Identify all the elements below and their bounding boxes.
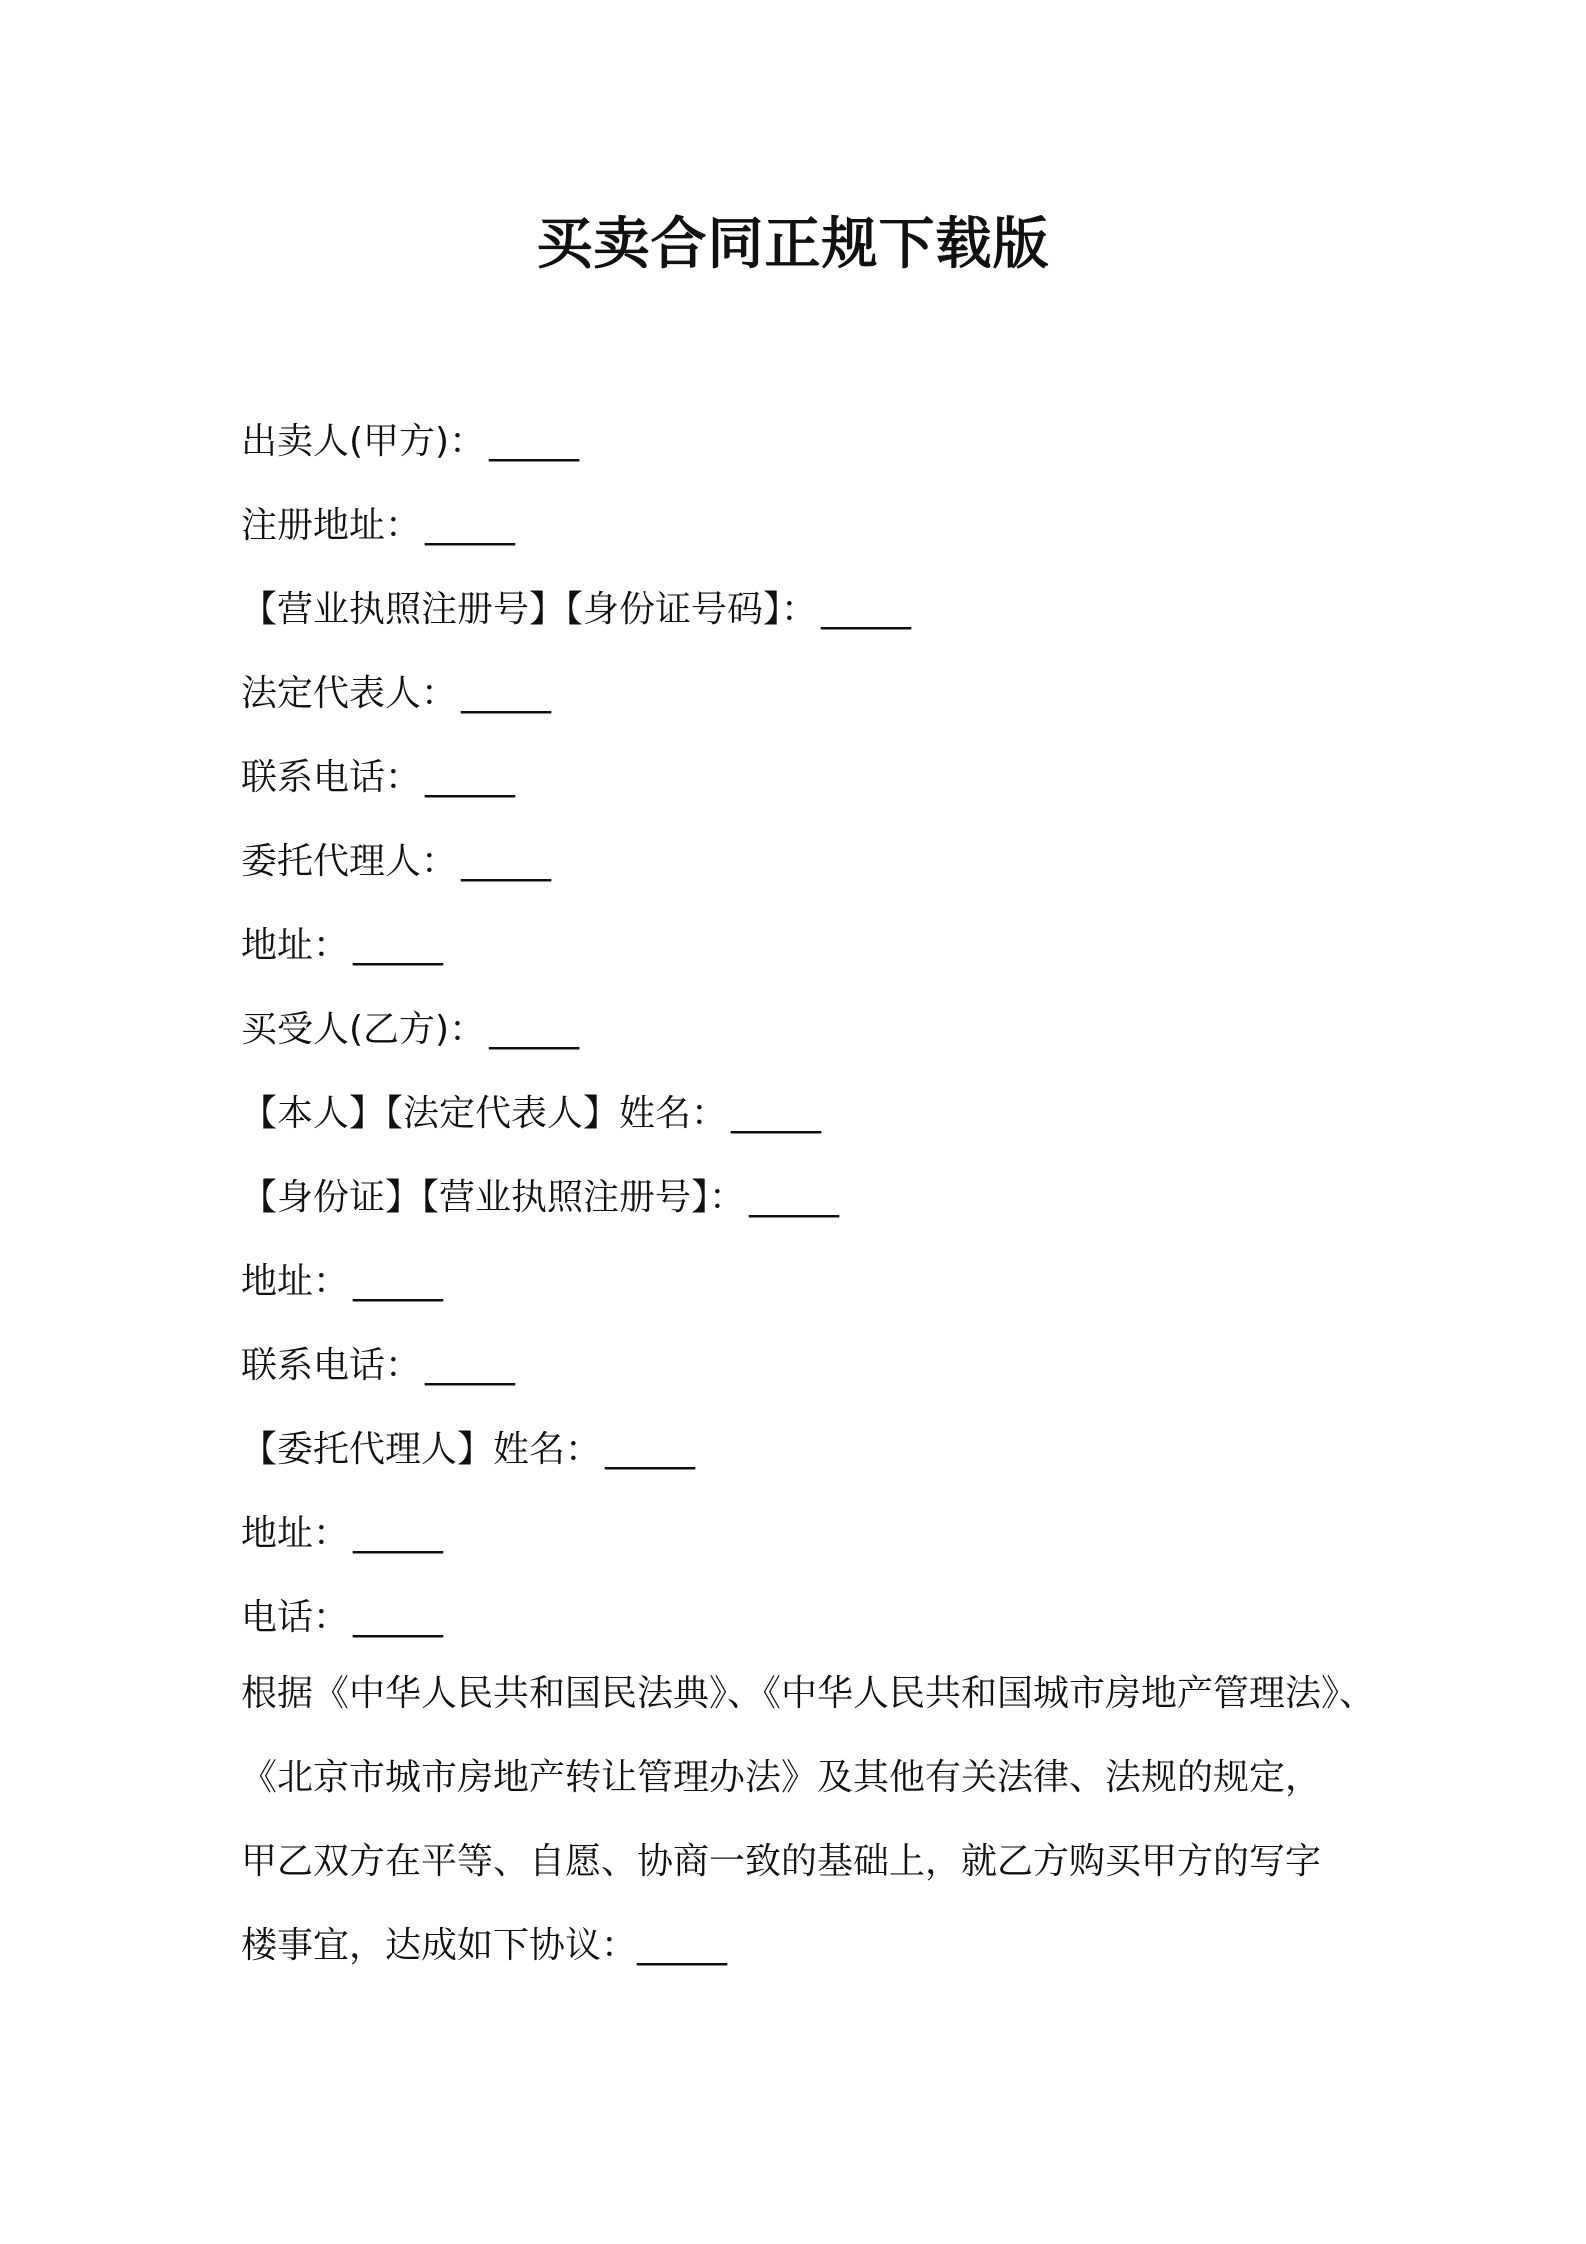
field-label: 法定代表人： <box>241 673 458 714</box>
field-label: 联系电话： <box>241 1345 422 1386</box>
field-blank: _____ <box>425 1345 516 1386</box>
field-label: 地址： <box>241 1261 350 1302</box>
field-label: 出卖人(甲方)： <box>241 421 486 462</box>
field-blank: _____ <box>353 1261 444 1302</box>
field-seller-agent-address <box>241 904 1381 988</box>
field-seller-agent <box>241 820 1381 904</box>
field-label: 【营业执照注册号】【身份证号码】： <box>241 589 818 630</box>
field-buyer-id <box>241 1156 1381 1240</box>
field-blank: _____ <box>749 1177 840 1218</box>
field-blank: _____ <box>489 1009 580 1050</box>
field-blank: _____ <box>353 1513 444 1554</box>
field-label: 【委托代理人】姓名： <box>241 1429 602 1470</box>
field-buyer-phone <box>241 1324 1381 1408</box>
field-label: 地址： <box>241 1513 350 1554</box>
field-buyer-name <box>241 1072 1381 1156</box>
field-blank: _____ <box>605 1429 696 1470</box>
paragraph-line: 《北京市城市房地产转让管理办法》及其他有关法律、法规的规定， <box>241 1757 1322 1798</box>
field-buyer-address <box>241 1240 1381 1324</box>
field-blank: _____ <box>425 505 516 546</box>
field-blank: _____ <box>425 757 516 798</box>
field-blank: _____ <box>461 673 552 714</box>
field-registered-address <box>241 484 1381 568</box>
field-label: 电话： <box>241 1597 350 1638</box>
field-blank: _____ <box>821 589 912 630</box>
field-blank: _____ <box>353 1597 444 1638</box>
field-label: 委托代理人： <box>241 841 458 882</box>
paragraph-line: 根据《中华人民共和国民法典》、《中华人民共和国城市房地产管理法》、 <box>241 1673 1376 1714</box>
field-license-id-number <box>241 568 1381 652</box>
field-buyer <box>241 988 1381 1072</box>
field-label: 【身份证】【营业执照注册号】： <box>241 1177 746 1218</box>
field-buyer-agent-name <box>241 1408 1381 1492</box>
agreement-paragraph <box>241 1652 1381 1988</box>
field-label: 联系电话： <box>241 757 422 798</box>
field-buyer-agent-address <box>241 1492 1381 1576</box>
field-blank: _____ <box>353 925 444 966</box>
field-legal-representative <box>241 652 1381 736</box>
party-fields <box>241 400 1381 1660</box>
field-blank: _____ <box>731 1093 822 1134</box>
field-blank: _____ <box>489 421 580 462</box>
field-buyer-agent-phone <box>241 1576 1381 1660</box>
paragraph-line: 甲乙双方在平等、自愿、协商一致的基础上，就乙方购买甲方的写字 <box>241 1841 1322 1882</box>
field-seller <box>241 400 1381 484</box>
field-label: 注册地址： <box>241 505 422 546</box>
field-blank: _____ <box>461 841 552 882</box>
document-title: 买卖合同正规下载版 <box>536 212 1050 277</box>
paragraph-line: 楼事宜，达成如下协议：_____ <box>241 1925 728 1966</box>
field-seller-phone <box>241 736 1381 820</box>
field-label: 买受人(乙方)： <box>241 1009 486 1050</box>
field-label: 【本人】【法定代表人】姓名： <box>241 1093 728 1134</box>
field-label: 地址： <box>241 925 350 966</box>
